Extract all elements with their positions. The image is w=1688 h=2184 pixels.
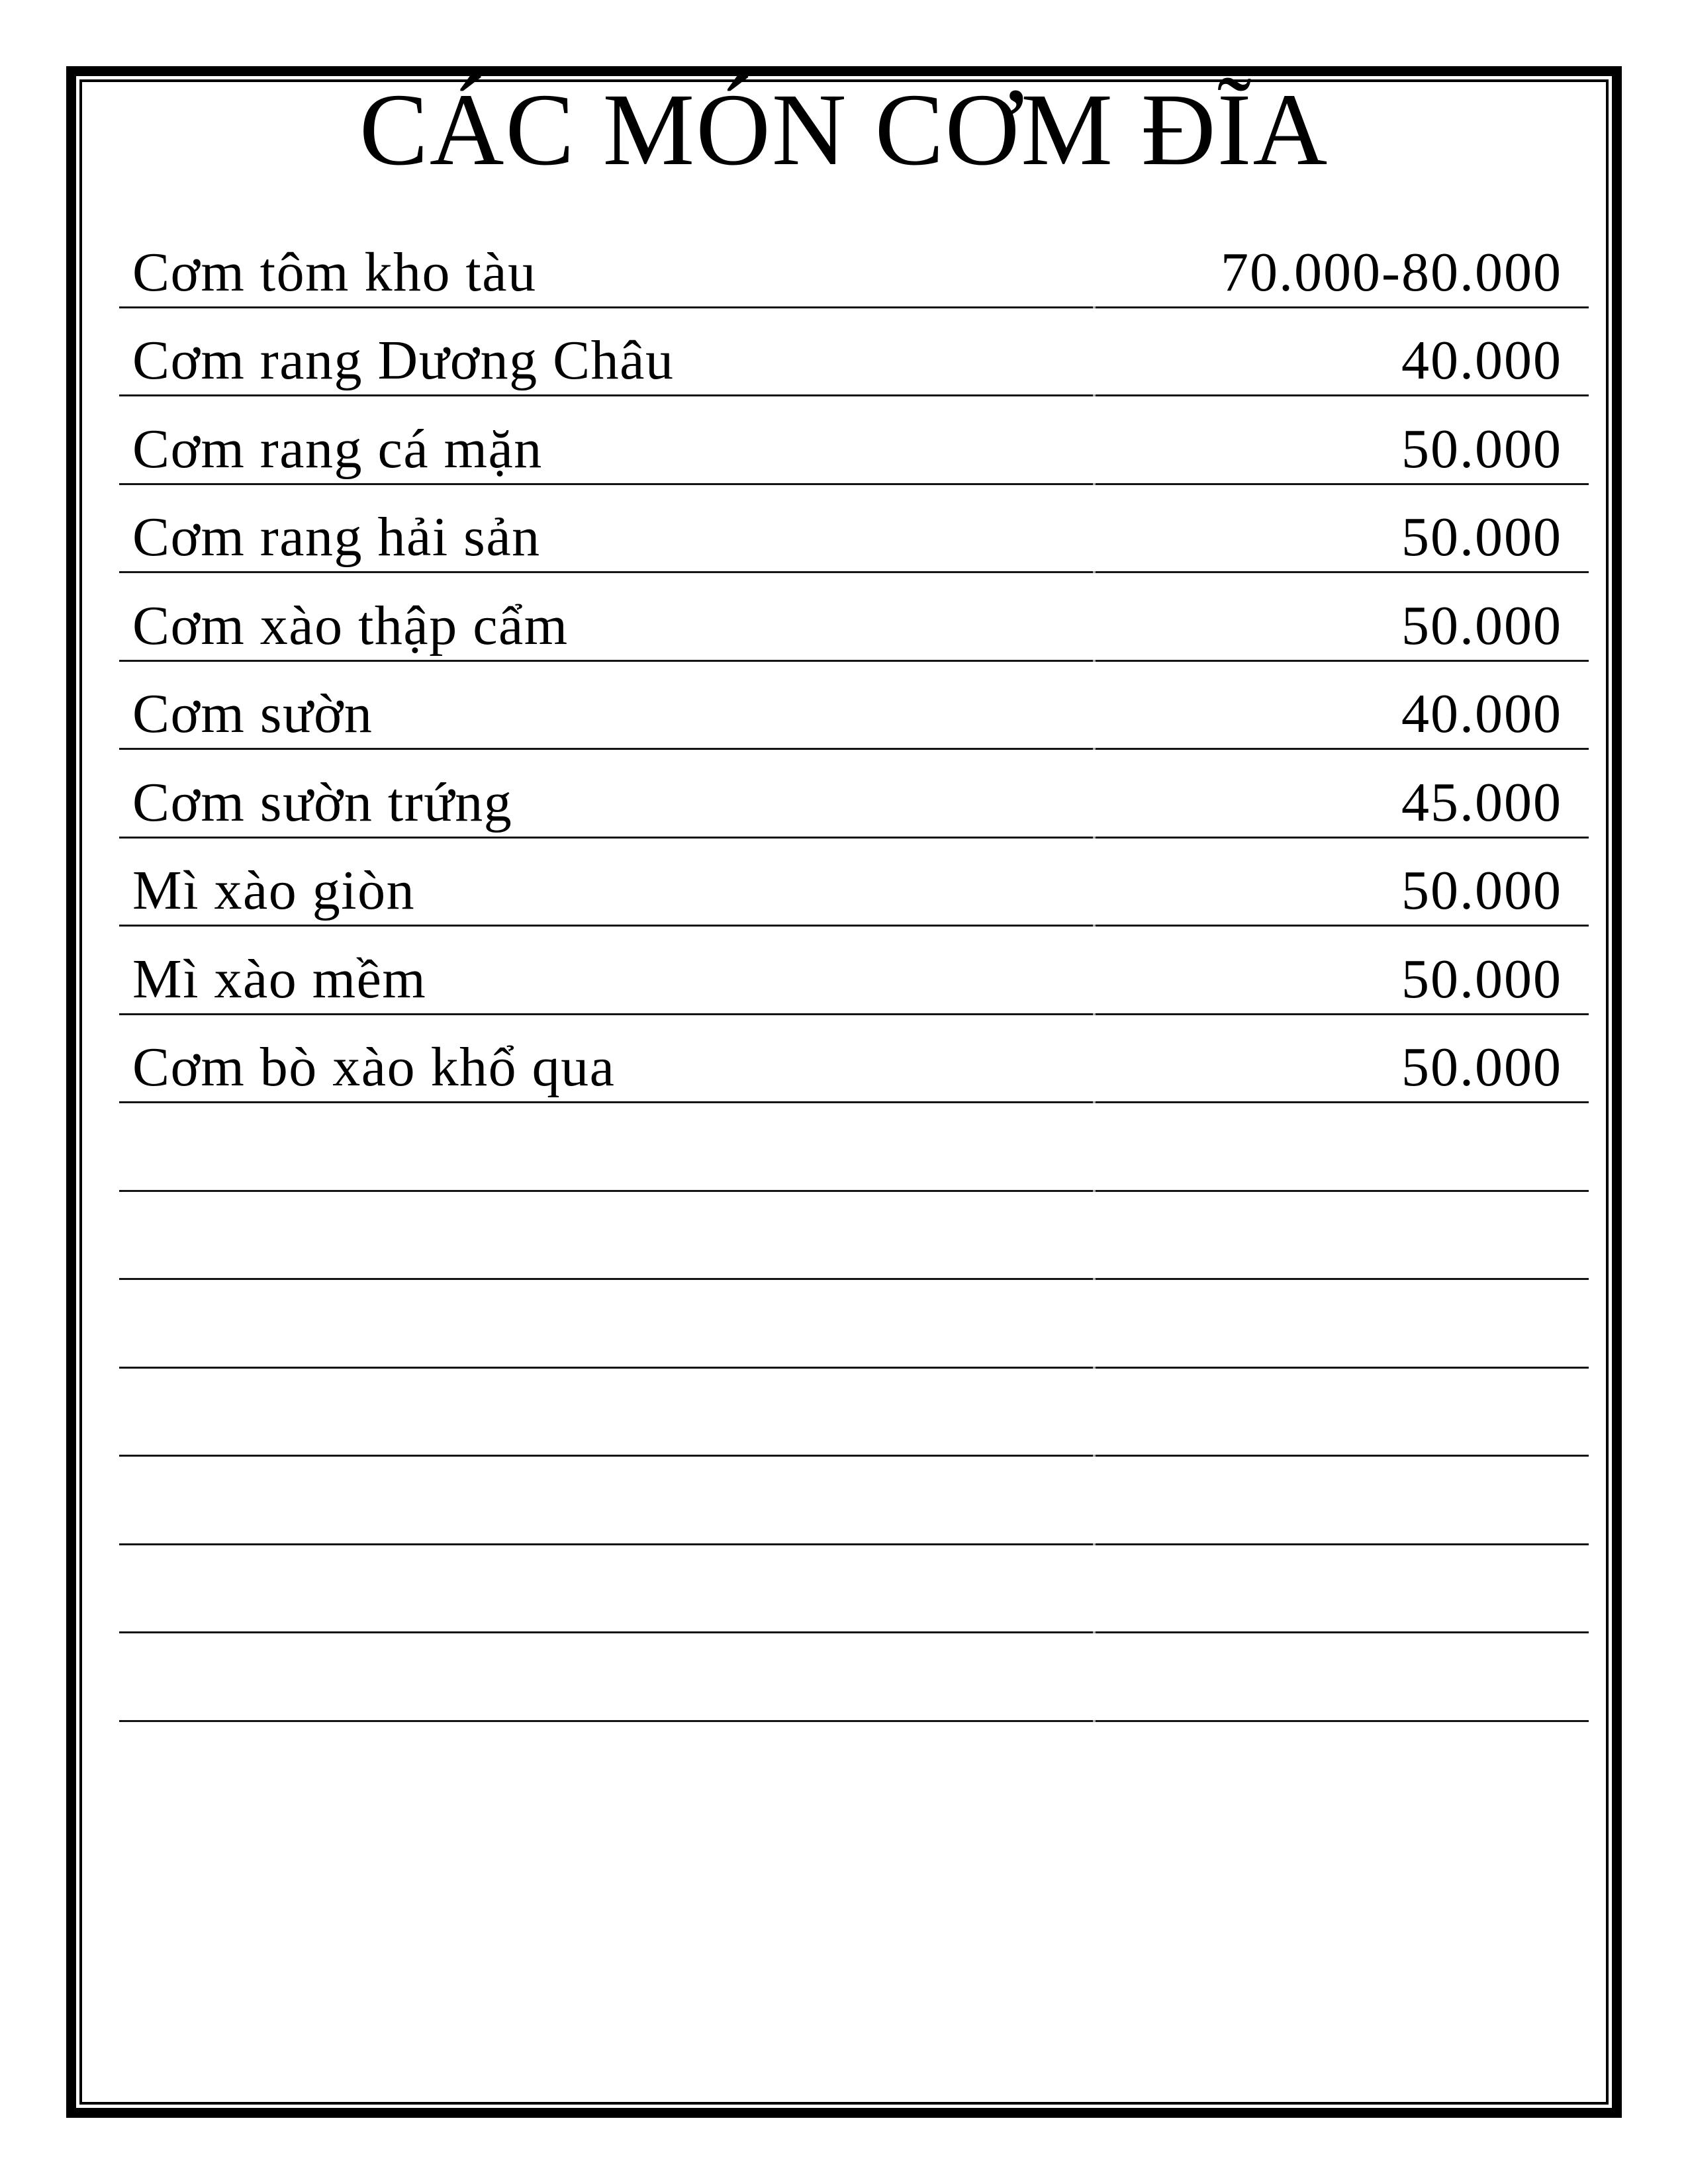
empty-menu-row — [119, 1192, 1589, 1281]
menu-item-name: Cơm rang hải sản — [132, 506, 541, 568]
menu-item-price: 50.000 — [1401, 594, 1562, 657]
menu-list — [119, 220, 1589, 1722]
menu-item-price: 50.000 — [1401, 506, 1562, 568]
menu-item-price: 40.000 — [1401, 330, 1562, 391]
menu-row — [119, 662, 1589, 751]
menu-row — [119, 839, 1589, 927]
empty-menu-row — [119, 1369, 1589, 1457]
menu-item-name: Cơm bò xào khổ qua — [132, 1036, 616, 1098]
menu-item-price: 50.000 — [1401, 418, 1562, 480]
menu-row — [119, 1015, 1589, 1104]
menu-item-price: 70.000-80.000 — [1221, 241, 1562, 303]
menu-item-price: 50.000 — [1401, 860, 1562, 921]
empty-menu-row — [119, 1633, 1589, 1722]
column-divider-notch — [1093, 1720, 1096, 1722]
menu-item-name: Mì xào mềm — [132, 948, 427, 1010]
menu-item-name: Cơm sườn — [132, 683, 373, 745]
menu-item-price: 50.000 — [1401, 948, 1562, 1010]
menu-item-name: Cơm rang Dương Châu — [132, 330, 675, 391]
menu-row — [119, 927, 1589, 1015]
menu-item-price: 40.000 — [1401, 683, 1562, 745]
menu-item-price: 50.000 — [1401, 1036, 1562, 1098]
menu-item-name: Mì xào giòn — [132, 860, 416, 921]
menu-row — [119, 750, 1589, 839]
menu-row — [119, 485, 1589, 574]
menu-row — [119, 220, 1589, 308]
page-title: CÁC MÓN CƠM ĐĨA — [359, 72, 1329, 187]
menu-item-name: Cơm xào thập cẩm — [132, 594, 569, 657]
menu-item-name: Cơm tôm kho tàu — [132, 241, 537, 303]
empty-menu-row — [119, 1457, 1589, 1545]
menu-item-name: Cơm rang cá mặn — [132, 418, 543, 480]
empty-menu-row — [119, 1103, 1589, 1192]
menu-row — [119, 396, 1589, 485]
menu-row — [119, 573, 1589, 662]
menu-item-name: Cơm sườn trứng — [132, 771, 513, 833]
empty-menu-row — [119, 1545, 1589, 1634]
empty-menu-row — [119, 1280, 1589, 1369]
menu-item-price: 45.000 — [1401, 771, 1562, 833]
menu-row — [119, 308, 1589, 397]
